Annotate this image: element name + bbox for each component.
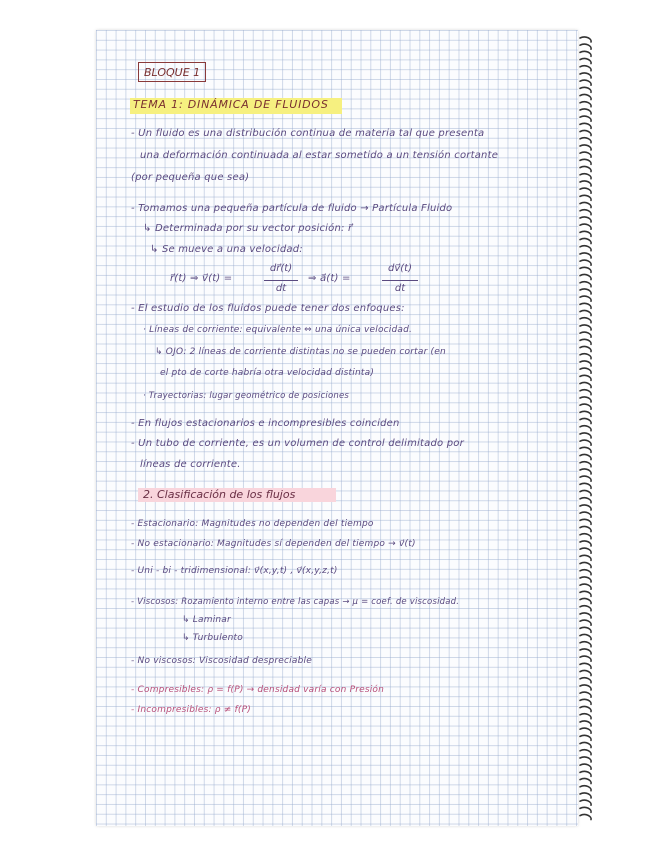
spiral-coil <box>580 512 591 517</box>
note-line: - Un fluido es una distribución continua de materia tal que presenta <box>131 128 485 139</box>
spiral-coil <box>580 469 591 474</box>
equation-part2: ⇒ a⃗(t) = <box>308 273 351 284</box>
spiral-coil <box>580 411 591 416</box>
spiral-coil <box>580 707 591 712</box>
note-line: - Estacionario: Magnitudes no dependen del tiempo <box>131 519 374 529</box>
note-line: - Un tubo de corriente, es un volumen de control delimitado por <box>131 438 464 449</box>
spiral-coil <box>580 656 591 661</box>
note-line: · Trayectorias: lugar geométrico de posiciones <box>143 391 350 401</box>
spiral-coil <box>580 447 591 452</box>
equation-part1: r⃗(t) ⇒ v⃗(t) = <box>170 273 233 284</box>
spiral-coil <box>580 102 591 107</box>
spiral-coil <box>580 123 591 128</box>
spiral-coil <box>580 519 591 524</box>
spiral-coil <box>580 210 591 215</box>
spiral-coil <box>580 743 591 748</box>
spiral-coil <box>580 620 591 625</box>
spiral-coil <box>580 563 591 568</box>
spiral-coil <box>580 728 591 733</box>
note-line: - En flujos estacionarios e incompresibles coinciden <box>131 418 400 429</box>
spiral-coil <box>580 224 591 229</box>
spiral-coil <box>580 483 591 488</box>
spiral-coil <box>580 663 591 668</box>
spiral-coil <box>580 692 591 697</box>
spiral-coil <box>580 181 591 186</box>
spiral-coil <box>580 332 591 337</box>
spiral-binding <box>578 34 594 824</box>
spiral-coil <box>580 476 591 481</box>
note-line: - Incompresibles: ρ ≠ f(P) <box>131 705 251 715</box>
spiral-coil <box>580 275 591 280</box>
equation-den1: dt <box>275 283 287 294</box>
spiral-coil <box>580 541 591 546</box>
spiral-coil <box>580 440 591 445</box>
spiral-coil <box>580 195 591 200</box>
spiral-coil <box>580 152 591 157</box>
note-line: - No estacionario: Magnitudes sí dependen del tiempo → v⃗(t) <box>131 539 416 549</box>
bloque-title: BLOQUE 1 <box>144 66 201 79</box>
note-line: una deformación continuada al estar sometido a un tensión cortante <box>140 150 499 161</box>
spiral-coil <box>580 318 591 323</box>
note-line: · Líneas de corriente: equivalente ⇔ una única velocidad. <box>143 325 413 335</box>
spiral-coil <box>580 217 591 222</box>
note-line: ↳ Laminar <box>182 615 231 625</box>
spiral-coil <box>580 131 591 136</box>
spiral-coil <box>580 138 591 143</box>
spiral-coil <box>580 599 591 604</box>
spiral-coil <box>580 635 591 640</box>
spiral-coil <box>580 354 591 359</box>
spiral-coil <box>580 433 591 438</box>
spiral-coil <box>580 44 591 49</box>
spiral-coil <box>580 649 591 654</box>
spiral-coil <box>580 764 591 769</box>
spiral-coil <box>580 375 591 380</box>
spiral-coil <box>580 570 591 575</box>
spiral-coil <box>580 462 591 467</box>
spiral-coil <box>580 613 591 618</box>
spiral-coil <box>580 289 591 294</box>
note-line: (por pequeña que sea) <box>131 172 250 183</box>
spiral-coil <box>580 757 591 762</box>
spiral-coil <box>580 390 591 395</box>
spiral-coil <box>580 527 591 532</box>
fraction-bar <box>264 280 298 281</box>
spiral-coil <box>580 735 591 740</box>
note-line: ↳ OJO: 2 líneas de corriente distintas no se pueden cortar (en <box>155 347 446 357</box>
spiral-coil <box>580 66 591 71</box>
spiral-coil <box>580 174 591 179</box>
spiral-coil <box>580 426 591 431</box>
spiral-coil <box>580 51 591 56</box>
spiral-coil <box>580 253 591 258</box>
tema-title: TEMA 1: DINÁMICA DE FLUIDOS <box>133 98 329 111</box>
spiral-coil <box>580 303 591 308</box>
spiral-coil <box>580 397 591 402</box>
spiral-coil <box>580 455 591 460</box>
spiral-coil <box>580 591 591 596</box>
spiral-coil <box>580 793 591 798</box>
spiral-coil <box>580 145 591 150</box>
spiral-coil <box>580 282 591 287</box>
spiral-coil <box>580 260 591 265</box>
spiral-coil <box>580 383 591 388</box>
spiral-coil <box>580 87 591 92</box>
spiral-coil <box>580 203 591 208</box>
spiral-coil <box>580 159 591 164</box>
spiral-coil <box>580 800 591 805</box>
spiral-coil <box>580 311 591 316</box>
note-line: ↳ Se mueve a una velocidad: <box>150 244 303 255</box>
spiral-coil <box>580 505 591 510</box>
spiral-coil <box>580 671 591 676</box>
spiral-coil <box>580 231 591 236</box>
note-line: - Compresibles: ρ = f(P) → densidad varía con Presión <box>131 685 385 695</box>
spiral-coil <box>580 368 591 373</box>
spiral-coil <box>580 642 591 647</box>
spiral-coil <box>580 80 591 85</box>
spiral-coil <box>580 548 591 553</box>
spiral-coil <box>580 555 591 560</box>
spiral-coil <box>580 750 591 755</box>
spiral-coil <box>580 109 591 114</box>
note-line: - No viscosos: Viscosidad despreciable <box>131 656 312 666</box>
spiral-coil <box>580 73 591 78</box>
equation-num2: dv⃗(t) <box>388 263 412 274</box>
spiral-coil <box>580 361 591 366</box>
spiral-coil <box>580 606 591 611</box>
spiral-coil <box>580 296 591 301</box>
spiral-coil <box>580 116 591 121</box>
equation-num1: dr⃗(t) <box>269 263 293 274</box>
spiral-coil <box>580 404 591 409</box>
spiral-coil <box>580 627 591 632</box>
spiral-coil <box>580 95 591 100</box>
spiral-coil <box>580 188 591 193</box>
spiral-coil <box>580 267 591 272</box>
note-line: - Uni - bi - tridimensional: v⃗(x,y,t) , v⃗(x,y,z,t) <box>131 566 338 576</box>
spiral-coil <box>580 807 591 812</box>
spiral-coil <box>580 779 591 784</box>
spiral-coil <box>580 534 591 539</box>
spiral-coil <box>580 325 591 330</box>
spiral-coil <box>580 37 591 42</box>
spiral-coil <box>580 239 591 244</box>
note-line: - Tomamos una pequeña partícula de fluido → Partícula Fluido <box>131 203 453 214</box>
spiral-coil <box>580 419 591 424</box>
spiral-coil <box>580 491 591 496</box>
spiral-coil <box>580 167 591 172</box>
spiral-coil <box>580 685 591 690</box>
spiral-coil <box>580 59 591 64</box>
spiral-coil <box>580 584 591 589</box>
note-line: ↳ Turbulento <box>182 633 243 643</box>
note-line: - Viscosos: Rozamiento interno entre las capas → μ = coef. de viscosidad. <box>131 597 460 607</box>
spiral-coil <box>580 714 591 719</box>
note-line: ↳ Determinada por su vector posición: r⃗ <box>143 223 353 234</box>
spiral-coil <box>580 786 591 791</box>
spiral-coil <box>580 246 591 251</box>
spiral-coil <box>580 678 591 683</box>
note-line: líneas de corriente. <box>140 459 241 470</box>
spiral-coil <box>580 699 591 704</box>
note-line: - El estudio de los fluidos puede tener dos enfoques: <box>131 303 405 314</box>
spiral-coil <box>580 771 591 776</box>
spiral-coil <box>580 815 591 820</box>
equation-den2: dt <box>394 283 406 294</box>
section2-title: 2. Clasificación de los flujos <box>143 488 296 501</box>
fraction-bar <box>382 280 418 281</box>
spiral-coil <box>580 577 591 582</box>
spiral-coil <box>580 721 591 726</box>
spiral-coil <box>580 339 591 344</box>
spiral-coil <box>580 347 591 352</box>
note-line: el pto de corte habría otra velocidad distinta) <box>160 368 375 378</box>
spiral-coil <box>580 498 591 503</box>
